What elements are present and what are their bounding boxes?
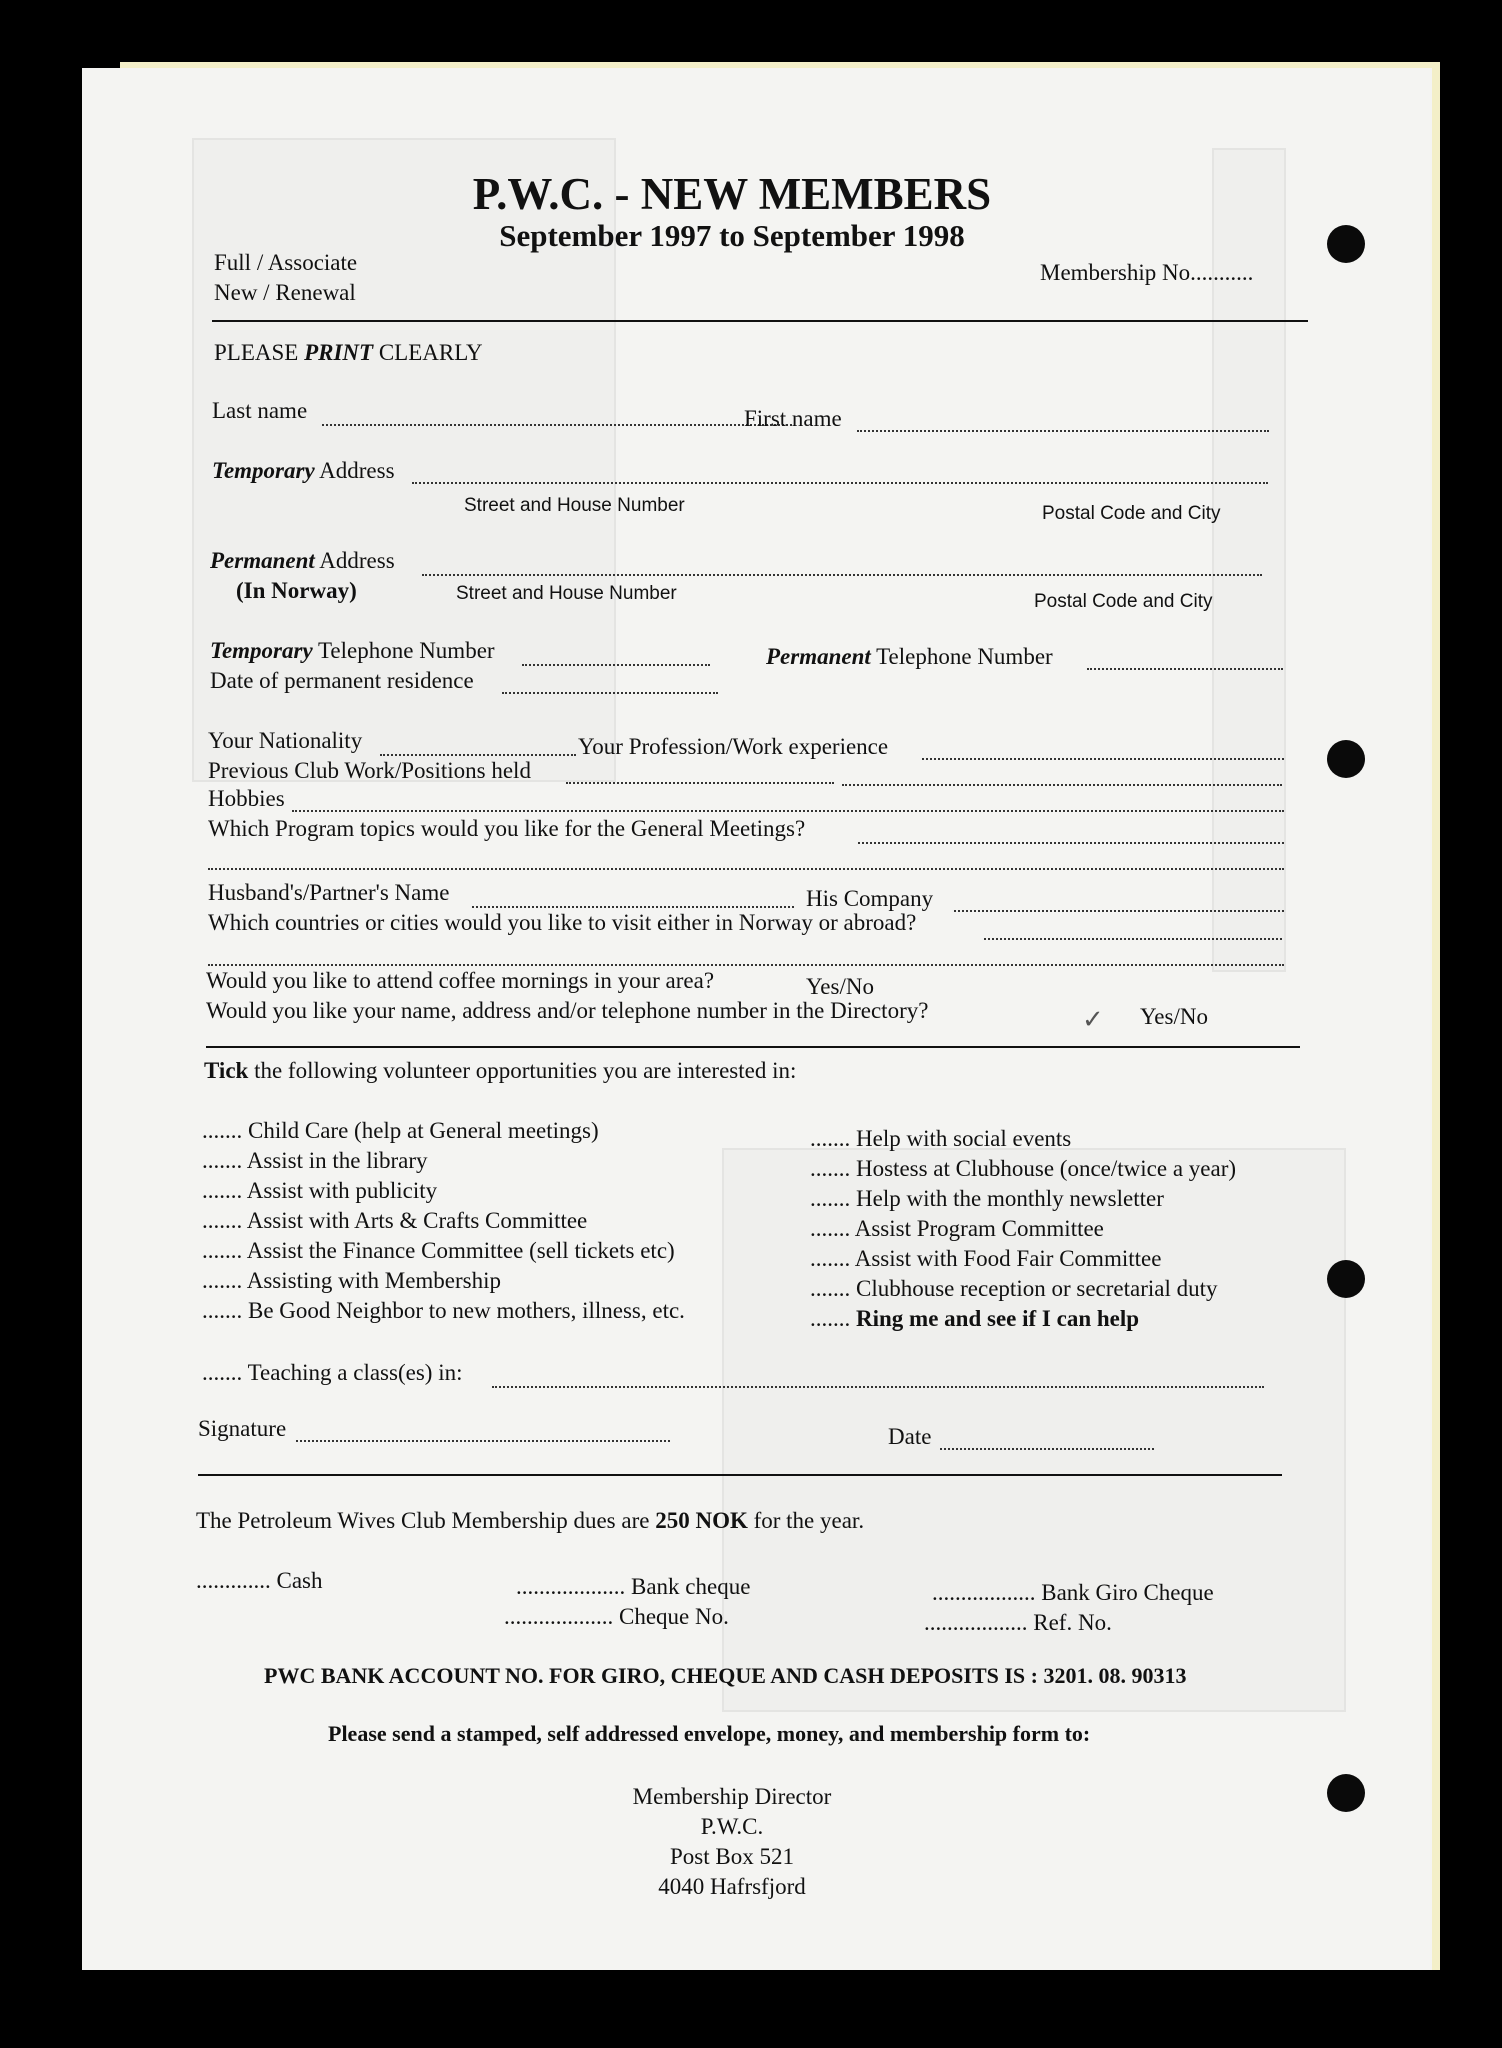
- punch-hole: [1327, 1774, 1365, 1812]
- coffee-mornings-label: Would you like to attend coffee mornings in your area?: [206, 968, 715, 993]
- payment-bank-cheque[interactable]: ................... Bank cheque: [516, 1574, 751, 1599]
- temporary-address-field[interactable]: [412, 482, 1268, 484]
- partner-name-field[interactable]: [472, 906, 794, 908]
- previous-club-field-1[interactable]: [566, 782, 834, 784]
- volunteer-option[interactable]: ....... Assist Program Committee: [810, 1216, 1104, 1241]
- address-line: Post Box 521: [670, 1844, 794, 1869]
- permanent-address-field[interactable]: [422, 574, 1262, 576]
- divider: [198, 1474, 1282, 1476]
- countries-label: Which countries or cities would you like to visit either in Norway or abroad?: [208, 910, 917, 935]
- hobbies-label: Hobbies: [208, 786, 285, 811]
- address-line: Membership Director: [632, 1784, 832, 1809]
- perm-postal-caption: Postal Code and City: [1034, 591, 1213, 612]
- volunteer-option[interactable]: ....... Help with the monthly newsletter: [810, 1186, 1164, 1211]
- volunteer-option[interactable]: ....... Assist with Food Fair Committee: [810, 1246, 1162, 1271]
- membership-no-field[interactable]: Membership No...........: [1040, 260, 1254, 285]
- previous-club-label: Previous Club Work/Positions held: [208, 758, 531, 783]
- volunteer-option[interactable]: ....... Clubhouse reception or secretarial duty: [810, 1276, 1218, 1301]
- in-norway-label: (In Norway): [236, 578, 357, 603]
- date-residence-field[interactable]: [502, 692, 718, 694]
- his-company-label: His Company: [806, 886, 934, 911]
- send-instructions: Please send a stamped, self addressed envelope, money, and membership form to:: [328, 1721, 1091, 1746]
- profession-field[interactable]: [922, 758, 1284, 760]
- coffee-yes-no[interactable]: Yes/No: [806, 974, 874, 999]
- his-company-field[interactable]: [954, 910, 1284, 912]
- nationality-field[interactable]: [380, 754, 576, 756]
- volunteer-option[interactable]: ....... Assist in the library: [202, 1148, 428, 1173]
- volunteer-option[interactable]: ....... Hostess at Clubhouse (once/twice a year): [810, 1156, 1237, 1181]
- divider: [206, 1046, 1300, 1048]
- temp-postal-caption: Postal Code and City: [1042, 503, 1221, 524]
- date-residence-label: Date of permanent residence: [210, 668, 474, 693]
- volunteer-option[interactable]: ....... Assist the Finance Committee (sell tickets etc): [202, 1238, 675, 1263]
- previous-club-field-2[interactable]: [842, 784, 1282, 786]
- date-field[interactable]: [940, 1448, 1154, 1450]
- volunteer-intro: Tick the following volunteer opportunities you are interested in:: [204, 1058, 797, 1083]
- directory-yes-no[interactable]: Yes/No: [1140, 1004, 1208, 1029]
- payment-ref-no[interactable]: .................. Ref. No.: [924, 1610, 1112, 1635]
- temporary-address-label: Temporary Address: [212, 458, 395, 483]
- last-name-label: Last name: [212, 398, 308, 423]
- divider: [212, 320, 1308, 322]
- volunteer-option[interactable]: ....... Assist with Arts & Crafts Committee: [202, 1208, 588, 1233]
- volunteer-option[interactable]: ....... Assist with publicity: [202, 1178, 438, 1203]
- partner-name-label: Husband's/Partner's Name: [208, 880, 450, 905]
- permanent-telephone-field[interactable]: [1087, 668, 1283, 670]
- address-line: 4040 Hafrsfjord: [658, 1874, 806, 1899]
- first-name-field[interactable]: [857, 430, 1269, 432]
- first-name-label: First name: [744, 406, 842, 431]
- volunteer-option[interactable]: ....... Help with social events: [810, 1126, 1072, 1151]
- punch-hole: [1327, 1260, 1365, 1298]
- teaching-label: ....... Teaching a class(es) in:: [202, 1360, 463, 1385]
- handwritten-tick: ✓: [1082, 1005, 1104, 1034]
- signature-label: Signature: [198, 1416, 287, 1441]
- form-subtitle: September 1997 to September 1998: [499, 218, 965, 253]
- program-topics-field[interactable]: [858, 842, 1284, 844]
- payment-cheque-no[interactable]: ................... Cheque No.: [504, 1604, 729, 1629]
- directory-label: Would you like your name, address and/or telephone number in the Directory?: [206, 998, 929, 1023]
- volunteer-option[interactable]: ....... Assisting with Membership: [202, 1268, 502, 1293]
- temporary-telephone-label: Temporary Telephone Number: [210, 638, 495, 663]
- form-title: P.W.C. - NEW MEMBERS: [472, 169, 992, 219]
- teaching-field[interactable]: [492, 1386, 1264, 1388]
- print-instruction: PLEASE PRINT CLEARLY: [214, 340, 483, 365]
- countries-field-2[interactable]: [208, 964, 1284, 966]
- dues-text: The Petroleum Wives Club Membership dues are 250 NOK for the year.: [196, 1508, 865, 1533]
- program-topics-field-2[interactable]: [208, 868, 1284, 870]
- payment-giro-cheque[interactable]: .................. Bank Giro Cheque: [932, 1580, 1214, 1605]
- membership-type-new-renewal[interactable]: New / Renewal: [214, 280, 356, 305]
- volunteer-option[interactable]: ....... Be Good Neighbor to new mothers, illness, etc.: [202, 1298, 685, 1323]
- volunteer-option[interactable]: ....... Child Care (help at General meetings): [202, 1118, 599, 1143]
- date-label: Date: [888, 1424, 932, 1449]
- perm-street-caption: Street and House Number: [456, 583, 677, 604]
- program-topics-label: Which Program topics would you like for the General Meetings?: [208, 816, 806, 841]
- bank-account-line: PWC BANK ACCOUNT NO. FOR GIRO, CHEQUE AND CASH DEPOSITS IS : 3201. 08. 90313: [264, 1663, 1187, 1688]
- temp-street-caption: Street and House Number: [464, 495, 685, 516]
- form-page: [82, 68, 1432, 1970]
- countries-field[interactable]: [984, 938, 1282, 940]
- permanent-telephone-label: Permanent Telephone Number: [766, 644, 1053, 669]
- punch-hole: [1327, 740, 1365, 778]
- signature-field[interactable]: [296, 1440, 670, 1442]
- last-name-field[interactable]: [322, 424, 792, 426]
- profession-label: Your Profession/Work experience: [578, 734, 889, 759]
- temporary-telephone-field[interactable]: [522, 664, 710, 666]
- payment-cash[interactable]: ............. Cash: [196, 1568, 323, 1593]
- nationality-label: Your Nationality: [208, 728, 363, 753]
- address-line: P.W.C.: [700, 1814, 764, 1839]
- hobbies-field[interactable]: [292, 810, 1284, 812]
- permanent-address-label: Permanent Address: [210, 548, 395, 573]
- volunteer-option-ring-me[interactable]: ....... Ring me and see if I can help: [810, 1306, 1140, 1331]
- membership-type-full-associate[interactable]: Full / Associate: [214, 250, 358, 275]
